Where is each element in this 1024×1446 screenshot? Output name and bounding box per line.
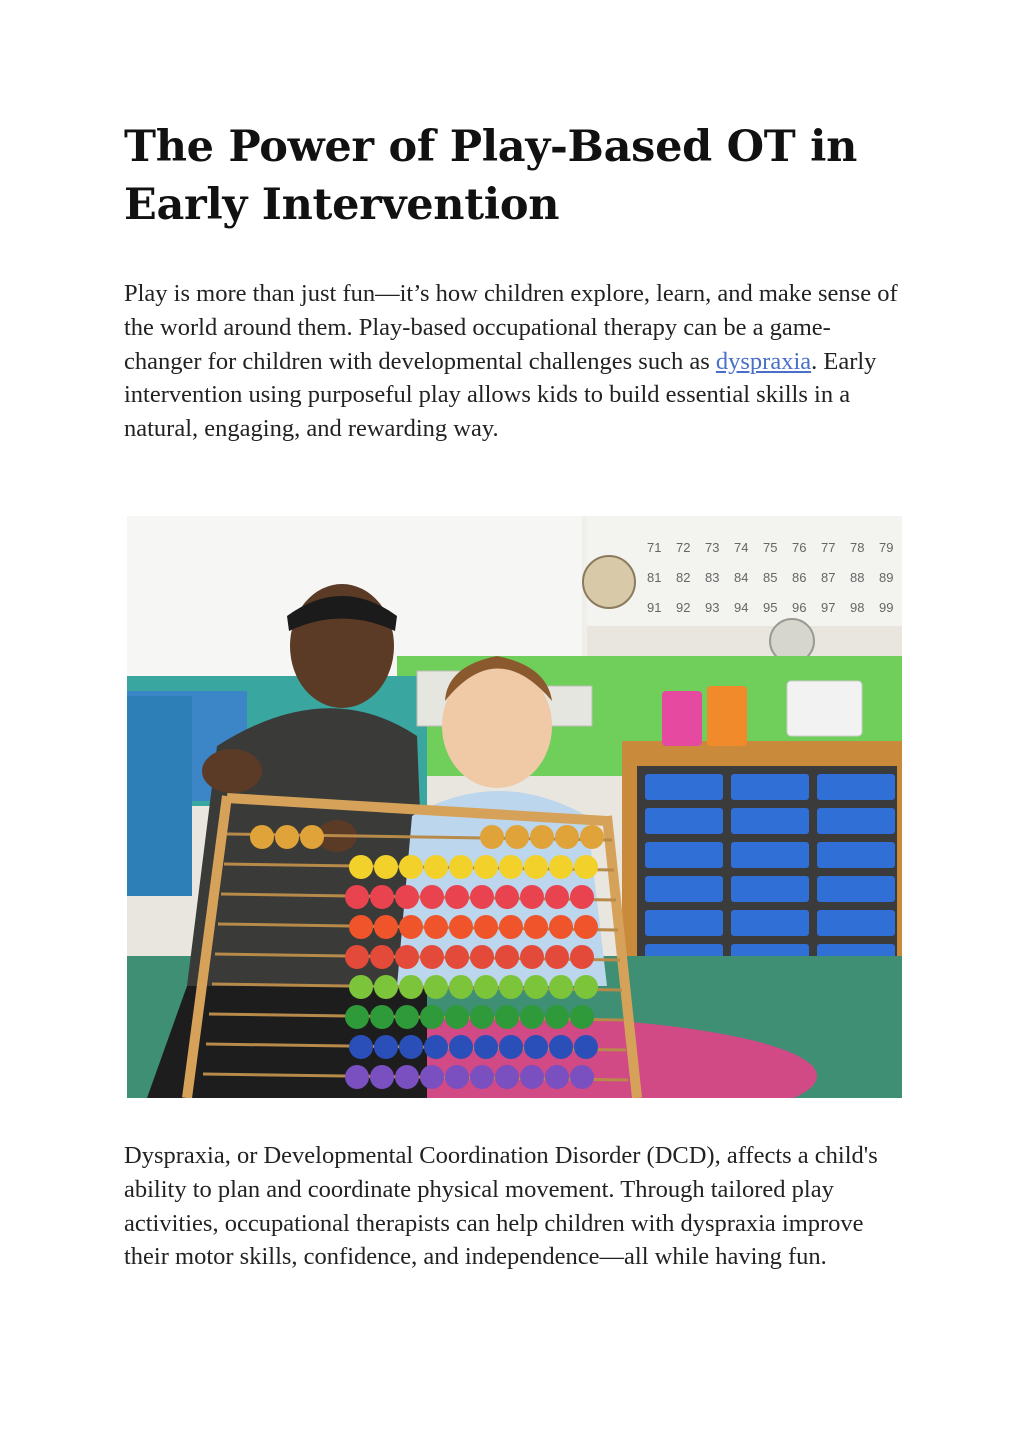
abacus-bead (370, 1005, 394, 1029)
wall-chart-number: 75 (763, 540, 778, 555)
abacus-bead (549, 1035, 573, 1059)
abacus-bead (530, 825, 554, 849)
abacus-bead (545, 945, 569, 969)
abacus-bead (499, 1035, 523, 1059)
wall-chart-number: 71 (647, 540, 662, 555)
abacus-bead (499, 915, 523, 939)
abacus-bead (495, 1005, 519, 1029)
wall-chart-number: 77 (821, 540, 836, 555)
abacus-bead (275, 825, 299, 849)
abacus-bead (570, 1005, 594, 1029)
wall-chart-number: 95 (763, 600, 778, 615)
abacus-bead (520, 1005, 544, 1029)
abacus-bead (345, 1065, 369, 1089)
abacus-bead (395, 945, 419, 969)
abacus-bead (374, 975, 398, 999)
wall-chart-number: 89 (879, 570, 894, 585)
abacus-bead (399, 975, 423, 999)
abacus-bead (520, 1065, 544, 1089)
abacus-bead (420, 885, 444, 909)
abacus-bead (524, 975, 548, 999)
abacus-bead (524, 915, 548, 939)
body-paragraph: Dyspraxia, or Developmental Coordination Disorder (DCD), affects a child's ability to plan and coordinate physical movement. Through tailored play activities, occupational therapists can help children with dyspraxia improve their motor skills, confidence, and independence—all while having fun. (124, 1142, 878, 1271)
abacus-bead (420, 945, 444, 969)
classroom-abacus-photo (127, 516, 902, 1098)
abacus-bead (470, 1005, 494, 1029)
abacus-bead (545, 1005, 569, 1029)
abacus-bead (549, 855, 573, 879)
wall-chart-number: 99 (879, 600, 894, 615)
storage-tray (731, 876, 809, 902)
abacus-bead (470, 885, 494, 909)
wall-chart-number: 98 (850, 600, 865, 615)
wall-chart-number: 73 (705, 540, 720, 555)
storage-tray (645, 808, 723, 834)
storage-tray (645, 910, 723, 936)
abacus-bead (420, 1065, 444, 1089)
abacus-bead (524, 855, 548, 879)
abacus-bead (499, 855, 523, 879)
abacus-bead (580, 825, 604, 849)
abacus-bead (574, 975, 598, 999)
abacus-bead (555, 825, 579, 849)
storage-tray (817, 774, 895, 800)
storage-tray (645, 842, 723, 868)
abacus-bead (545, 1065, 569, 1089)
abacus-bead (449, 975, 473, 999)
abacus-bead (300, 825, 324, 849)
dyspraxia-link[interactable]: dyspraxia (715, 347, 812, 375)
wall-chart-number: 72 (676, 540, 691, 555)
wall-chart-number: 74 (734, 540, 749, 555)
abacus-bead (470, 945, 494, 969)
wall-chart-number: 81 (647, 570, 662, 585)
abacus-bead (420, 1005, 444, 1029)
storage-tray (645, 774, 723, 800)
storage-tray (817, 876, 895, 902)
wall-chart-number: 82 (676, 570, 691, 585)
abacus-bead (495, 885, 519, 909)
wall-chart-number: 76 (792, 540, 807, 555)
abacus-bead (520, 885, 544, 909)
abacus-bead (549, 915, 573, 939)
storage-tray (731, 910, 809, 936)
intro-text-after-link: . Early intervention using purposeful play allows kids to build essential skills in a natural, engaging, and rewarding way. (124, 347, 877, 443)
wall-chart-number: 87 (821, 570, 836, 585)
abacus-bead (495, 1065, 519, 1089)
abacus-bead (474, 855, 498, 879)
abacus-bead (374, 1035, 398, 1059)
abacus-bead (424, 1035, 448, 1059)
abacus-bead (349, 855, 373, 879)
abacus-bead (574, 1035, 598, 1059)
abacus-bead (449, 1035, 473, 1059)
abacus-bead (395, 1065, 419, 1089)
abacus-bead (424, 975, 448, 999)
wall-chart-number: 93 (705, 600, 720, 615)
abacus-bead (470, 1065, 494, 1089)
abacus-bead (445, 885, 469, 909)
abacus-bead (399, 1035, 423, 1059)
abacus-bead (370, 1065, 394, 1089)
abacus-bead (345, 945, 369, 969)
wall-chart-number: 85 (763, 570, 778, 585)
abacus-bead (370, 885, 394, 909)
abacus-bead (395, 885, 419, 909)
article-title: The Power of Play-Based OT in Early Intervention (124, 122, 858, 230)
abacus-bead (520, 945, 544, 969)
abacus-bead (474, 1035, 498, 1059)
storage-tray (645, 876, 723, 902)
abacus-bead (505, 825, 529, 849)
abacus-bead (480, 825, 504, 849)
abacus-bead (349, 1035, 373, 1059)
abacus-bead (250, 825, 274, 849)
abacus-bead (424, 855, 448, 879)
storage-tray (731, 842, 809, 868)
wall-chart-number: 84 (734, 570, 749, 585)
abacus-bead (399, 915, 423, 939)
intro-paragraph (124, 277, 904, 446)
wall-chart-number: 91 (647, 600, 662, 615)
abacus-bead (474, 975, 498, 999)
abacus-bead (445, 1005, 469, 1029)
abacus-bead (449, 915, 473, 939)
abacus-bead (445, 1065, 469, 1089)
abacus-bead (345, 1005, 369, 1029)
abacus-bead (474, 915, 498, 939)
storage-tray (731, 774, 809, 800)
abacus-bead (370, 945, 394, 969)
abacus-bead (524, 1035, 548, 1059)
abacus-bead (545, 885, 569, 909)
abacus-bead (570, 945, 594, 969)
wall-chart-number: 86 (792, 570, 807, 585)
wall-chart-number: 88 (850, 570, 865, 585)
wall-chart-number: 83 (705, 570, 720, 585)
abacus-bead (449, 855, 473, 879)
abacus-bead (395, 1005, 419, 1029)
abacus-bead (549, 975, 573, 999)
storage-tray (817, 842, 895, 868)
abacus-bead (424, 915, 448, 939)
abacus-bead (374, 915, 398, 939)
abacus-bead (570, 885, 594, 909)
abacus-bead (374, 855, 398, 879)
abacus-bead (399, 855, 423, 879)
storage-tray (731, 808, 809, 834)
wall-chart-number: 97 (821, 600, 836, 615)
abacus-bead (495, 945, 519, 969)
storage-tray (817, 808, 895, 834)
abacus-bead (349, 975, 373, 999)
wall-chart-number: 94 (734, 600, 749, 615)
abacus-bead (574, 915, 598, 939)
abacus-bead (574, 855, 598, 879)
wall-chart-number: 78 (850, 540, 865, 555)
abacus-bead (570, 1065, 594, 1089)
abacus-bead (445, 945, 469, 969)
storage-tray (817, 910, 895, 936)
wall-chart-number: 79 (879, 540, 894, 555)
abacus-bead (349, 915, 373, 939)
intro-text-before-link: Play is more than just fun—it’s how children explore, learn, and make sense of the world around them. Play-based occupational therapy can be a game-changer for children with developmental challenges such as (124, 280, 898, 375)
abacus-bead (345, 885, 369, 909)
wall-chart-number: 92 (676, 600, 691, 615)
abacus-bead (499, 975, 523, 999)
wall-chart-number: 96 (792, 600, 807, 615)
